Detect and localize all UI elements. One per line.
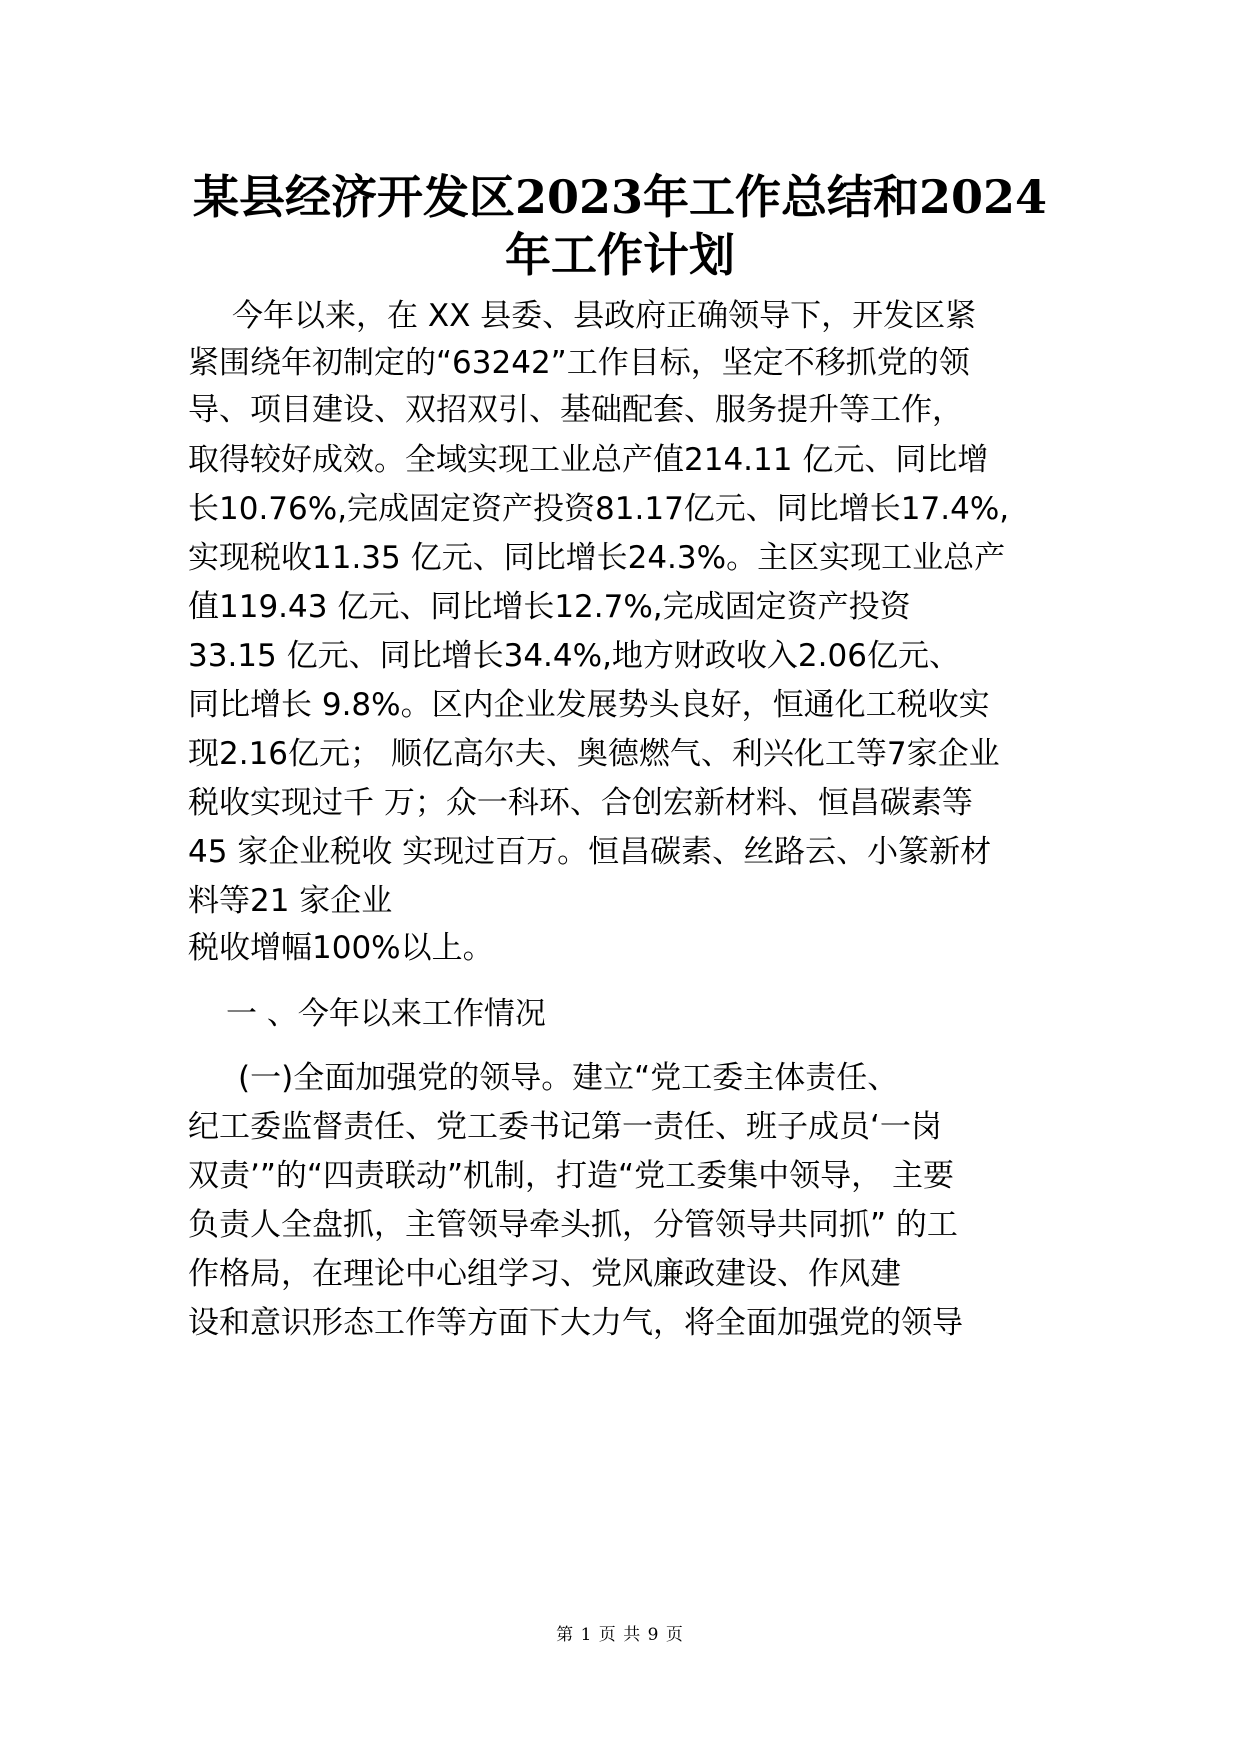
intro-paragraph-line: 45 家企业税收 实现过百万。恒昌碳素、丝路云、小篆新材 xyxy=(188,834,992,870)
intro-paragraph-line: 值119.43 亿元、同比增长12.7%,完成固定资产投资 xyxy=(188,589,911,625)
section-paragraph-line: 双责’”的“四责联动”机制，打造“党工委集中领导， 主要 xyxy=(188,1158,954,1194)
page-number-footer: 第 1 页 共 9 页 xyxy=(556,1625,684,1645)
intro-paragraph-line: 料等21 家企业 xyxy=(188,883,393,919)
title-line-1: 某县经济开发区2023年工作总结和2024 xyxy=(192,170,1048,224)
section-paragraph-line: 作格局，在理论中心组学习、党风廉政建设、作风建 xyxy=(188,1256,901,1292)
intro-paragraph-line: 税收增幅100%以上。 xyxy=(188,930,494,966)
intro-paragraph-line: 今年以来，在 XX 县委、县政府正确领导下，开发区紧 xyxy=(232,298,977,334)
section-paragraph-line: 设和意识形态工作等方面下大力气，将全面加强党的领导 xyxy=(188,1305,963,1341)
section-heading: 一 、今年以来工作情况 xyxy=(226,996,546,1032)
intro-paragraph-line: 导、项目建设、双招双引、基础配套、服务提升等工作， xyxy=(188,392,963,428)
intro-paragraph-line: 同比增长 9.8%。区内企业发展势头良好，恒通化工税收实 xyxy=(188,687,990,723)
intro-paragraph-line: 实现税收11.35 亿元、同比增长24.3%。主区实现工业总产 xyxy=(188,540,1006,576)
title-line-2: 年工作计划 xyxy=(505,228,735,282)
intro-paragraph-line: 现2.16亿元； 顺亿高尔夫、奥德燃气、利兴化工等7家企业 xyxy=(188,736,1000,772)
intro-paragraph-line: 取得较好成效。全域实现工业总产值214.11 亿元、同比增 xyxy=(188,442,989,478)
intro-paragraph-line: 紧围绕年初制定的“63242”工作目标，坚定不移抓党的领 xyxy=(188,345,970,381)
intro-paragraph-line: 长10.76%,完成固定资产投资81.17亿元、同比增长17.4%, xyxy=(188,491,1010,527)
intro-paragraph-line: 税收实现过千 万；众一科环、合创宏新材料、恒昌碳素等 xyxy=(188,785,973,821)
intro-paragraph-line: 33.15 亿元、同比增长34.4%,地方财政收入2.06亿元、 xyxy=(188,638,960,674)
section-paragraph-line: 纪工委监督责任、党工委书记第一责任、班子成员‘一岗 xyxy=(188,1109,942,1145)
document-body xyxy=(188,0,1088,1600)
section-paragraph-line: 负责人全盘抓，主管领导牵头抓，分管领导共同抓” 的工 xyxy=(188,1207,958,1243)
section-paragraph-line: (一)全面加强党的领导。建立“党工委主体责任、 xyxy=(238,1060,899,1096)
